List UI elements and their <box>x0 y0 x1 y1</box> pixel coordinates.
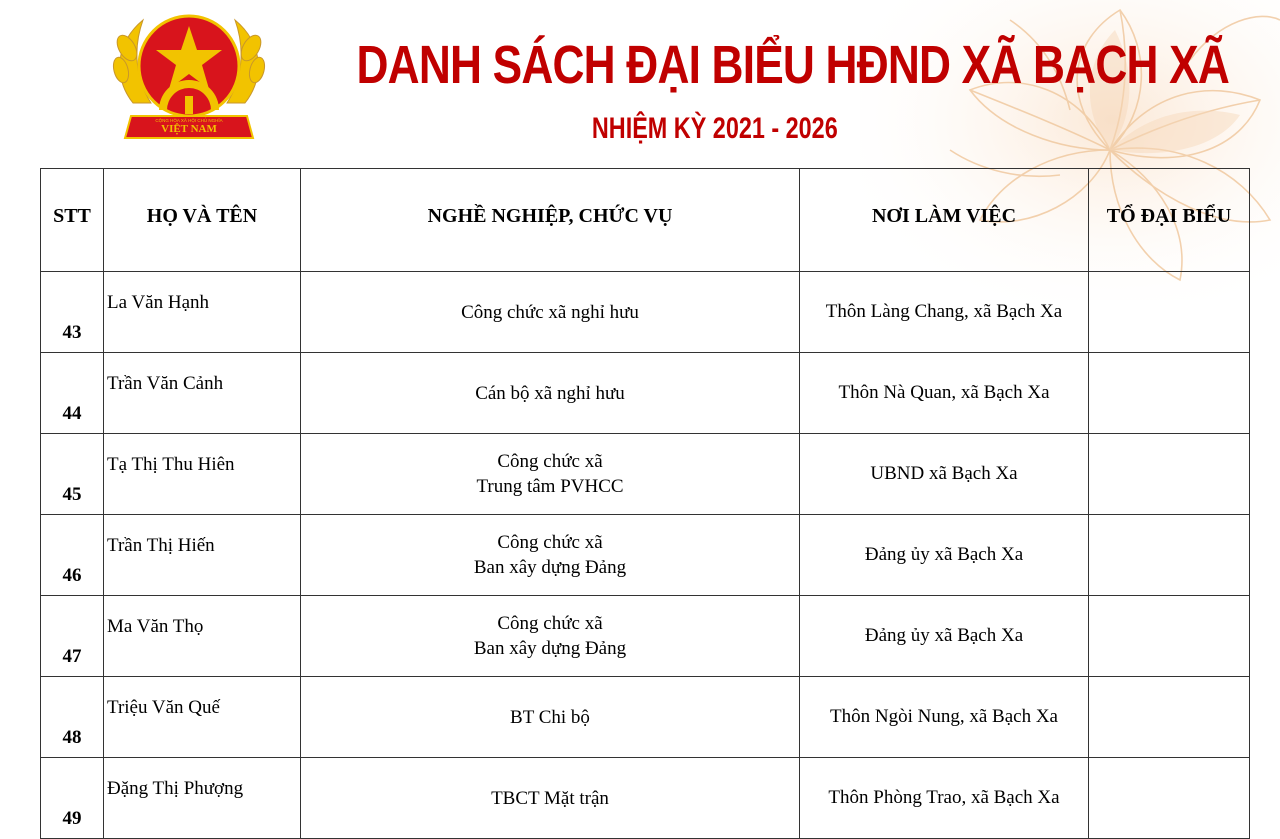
row-job-line: Ban xây dựng Đảng <box>473 557 627 578</box>
table-row <box>41 596 1250 677</box>
column-header-place: NƠI LÀM VIỆC <box>800 169 1089 272</box>
row-job <box>301 434 800 515</box>
row-group <box>1089 434 1250 515</box>
page-title: DANH SÁCH ĐẠI BIỂU HĐND XÃ BẠCH XÃ <box>356 35 1230 95</box>
row-stt: 43 <box>41 272 104 353</box>
row-place: Đảng ủy xã Bạch Xa <box>800 515 1089 596</box>
row-name: La Văn Hạnh <box>104 272 301 353</box>
table-row <box>41 677 1250 758</box>
column-header-job: NGHỀ NGHIỆP, CHỨC VỤ <box>301 169 800 272</box>
table-row <box>41 515 1250 596</box>
row-name: Trần Văn Cảnh <box>104 353 301 434</box>
row-place: Thôn Ngòi Nung, xã Bạch Xa <box>800 677 1089 758</box>
row-group <box>1089 596 1250 677</box>
row-stt: 45 <box>41 434 104 515</box>
row-place: Thôn Nà Quan, xã Bạch Xa <box>800 353 1089 434</box>
row-place: UBND xã Bạch Xa <box>800 434 1089 515</box>
row-job-line: Công chức xã <box>497 613 603 634</box>
row-place: Đảng ủy xã Bạch Xa <box>800 596 1089 677</box>
column-header-stt: STT <box>41 169 104 272</box>
row-job <box>301 272 800 353</box>
row-job-line: Ban xây dựng Đảng <box>473 638 627 659</box>
row-stt: 47 <box>41 596 104 677</box>
row-job-line: Trung tâm PVHCC <box>476 476 624 497</box>
row-name: Trần Thị Hiến <box>104 515 301 596</box>
row-job-line: Công chức xã <box>497 451 603 472</box>
table-row <box>41 758 1250 839</box>
emblem-ribbon-text: CỘNG HÒA XÃ HỘI CHỦ NGHĨA <box>155 118 223 123</box>
row-place: Thôn Làng Chang, xã Bạch Xa <box>800 272 1089 353</box>
row-job-line: Cán bộ xã nghỉ hưu <box>475 382 625 404</box>
row-job <box>301 515 800 596</box>
row-job-line: TBCT Mặt trận <box>491 787 609 809</box>
table-row <box>41 353 1250 434</box>
row-place: Thôn Phòng Trao, xã Bạch Xa <box>800 758 1089 839</box>
table-header-row <box>41 169 1250 272</box>
table-row <box>41 434 1250 515</box>
row-job <box>301 677 800 758</box>
row-stt: 44 <box>41 353 104 434</box>
row-job-line: BT Chi bộ <box>510 706 590 728</box>
column-header-group: TỔ ĐẠI BIỂU <box>1089 169 1250 272</box>
row-job-line: Công chức xã <box>497 532 603 553</box>
members-table <box>40 168 1250 839</box>
row-group <box>1089 515 1250 596</box>
row-name: Triệu Văn Quế <box>104 677 301 758</box>
row-group <box>1089 758 1250 839</box>
column-header-name: HỌ VÀ TÊN <box>104 169 301 272</box>
national-emblem-icon <box>103 8 275 151</box>
row-job <box>301 596 800 677</box>
row-group <box>1089 353 1250 434</box>
row-name: Ma Văn Thọ <box>104 596 301 677</box>
row-stt: 48 <box>41 677 104 758</box>
row-job-line: Công chức xã nghỉ hưu <box>461 301 639 323</box>
table-row <box>41 272 1250 353</box>
emblem-text: VIỆT NAM <box>161 123 217 135</box>
row-stt: 49 <box>41 758 104 839</box>
row-job <box>301 353 800 434</box>
row-job <box>301 758 800 839</box>
row-name: Đặng Thị Phượng <box>104 758 301 839</box>
row-name: Tạ Thị Thu Hiên <box>104 434 301 515</box>
row-stt: 46 <box>41 515 104 596</box>
row-group <box>1089 272 1250 353</box>
row-group <box>1089 677 1250 758</box>
page-subtitle: NHIỆM KỲ 2021 - 2026 <box>591 112 838 145</box>
